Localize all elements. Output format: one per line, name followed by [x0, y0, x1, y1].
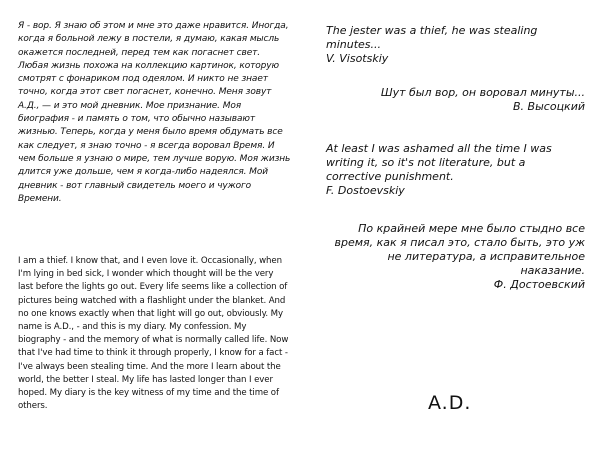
russian-paragraph: Я - вор. Я знаю об этом и мне это даже нравится. Иногда, когда я больной лежу в постели, я думаю, какая мысль окажется последней, перед тем как погаснет свет. Любая жизнь похожа на коллекцию картинок, которую смотрят с фонариком под одеялом. И никто не знает точно, когда этот свет погаснет, конечно. Меня зовут А.Д., — и это мой дневник. Мое признание. Моя биография - и память о том, что обычно называют жизнью. Теперь, когда у меня было время обдумать все как следует, я знаю точно - я всегда воровал Время. И чем больше я узнаю о мире, тем лучше ворую. Моя жизнь длится уже дольше, чем я когда-либо надеялся. Мой дневник - вот главный свидетель моего и чужого Времени. — [18, 21, 291, 204]
english-paragraph: I am a thief. I know that, and I even love it. Occasionally, when I'm lying in bed sick, I wonder which thought will be the very last before the lights go out. Every life seems like a collection of pictures being watched with a flashlight under the blanket. And no one knows exactly when that light will go out, obviously. My name is A.D., - and this is my diary. My confession. My biography - and the memory of what is normally called life. Now that I've had time to think it through properly, I know for a fact - I've always been stealing time. And the more I learn about the world, the better I steal. My life has lasted longer than I ever hoped. My diary is the key witness of my time and the time of others. — [18, 256, 289, 412]
quote-text: At least I was ashamed all the time I was writing it, so it's not literature, but a corrective punishment. — [326, 142, 552, 183]
quote-author: V. Visotskiy — [326, 52, 389, 65]
quote-text: По крайней мере мне было стыдно все время, как я писал это, стало быть, это уж не литература, а исправительное наказание. — [334, 222, 585, 277]
quote-ru-vysotsky — [340, 86, 585, 114]
quote-en-visotskiy — [326, 24, 556, 66]
quote-en-dostoevskiy — [326, 142, 576, 198]
quote-author: В. Высоцкий — [513, 100, 585, 113]
right-page — [300, 0, 600, 457]
signature: A.D. — [428, 392, 472, 414]
quote-ru-dostoevsky — [330, 222, 585, 292]
quote-author: F. Dostoevskiy — [326, 184, 405, 197]
quote-text: Шут был вор, он воровал минуты... — [380, 86, 585, 99]
quote-author: Ф. Достоевский — [493, 278, 585, 291]
quote-text: The jester was a thief, he was stealing minutes... — [326, 24, 538, 51]
